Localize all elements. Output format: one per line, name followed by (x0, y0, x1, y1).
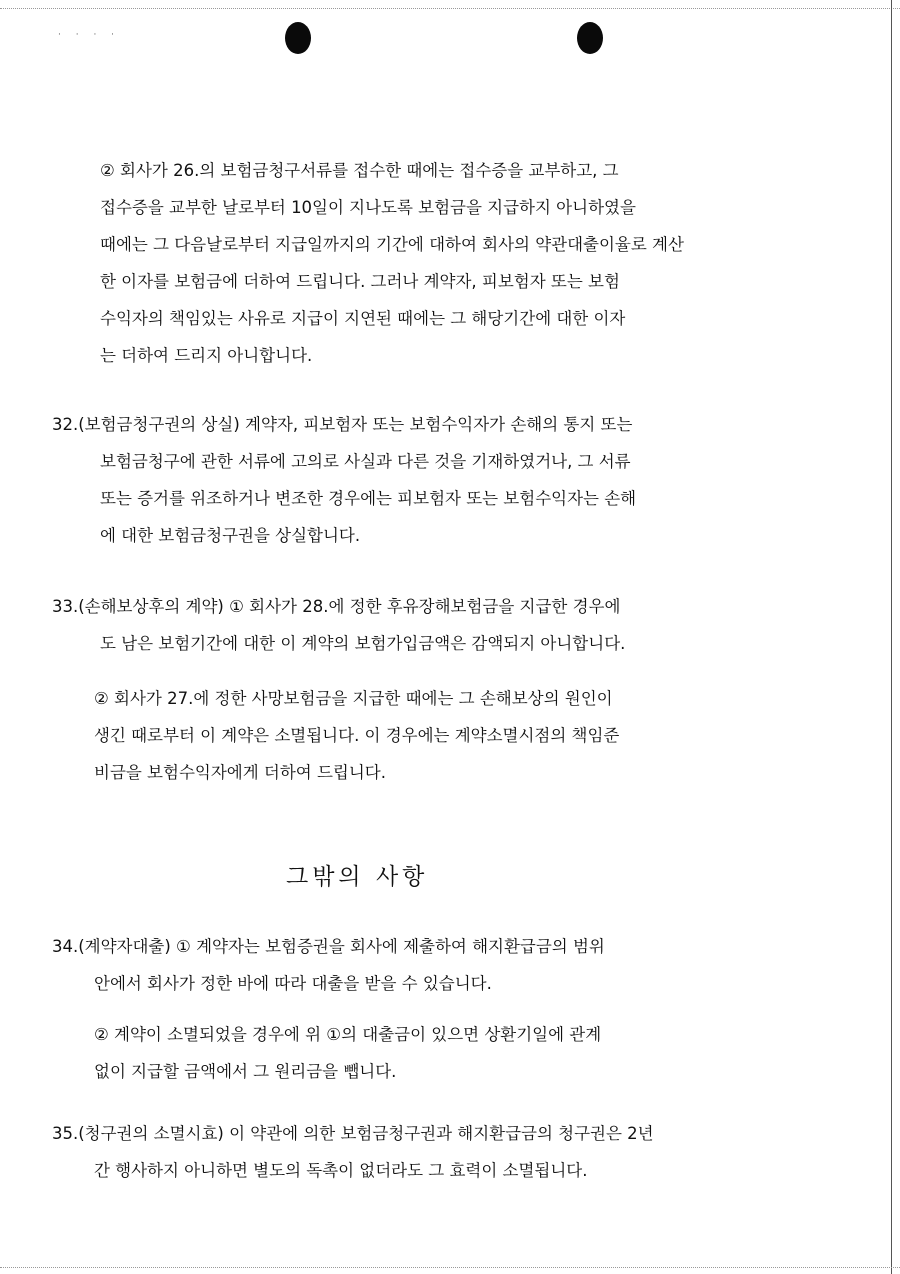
text-line: 접수증을 교부한 날로부터 10일이 지나도록 보험금을 지급하지 아니하였을 (100, 198, 636, 217)
text-line: 간 행사하지 아니하면 별도의 독촉이 없더라도 그 효력이 소멸됩니다. (94, 1161, 588, 1180)
text-line: 없이 지급할 금액에서 그 원리금을 뺍니다. (94, 1062, 397, 1081)
text-line: 비금을 보험수익자에게 더하여 드립니다. (94, 763, 386, 782)
text-line: 34.(계약자대출) ① 계약자는 보험증권을 회사에 제출하여 해지환급금의 범위 (52, 937, 605, 956)
text-line: 한 이자를 보험금에 더하여 드립니다. 그러나 계약자, 피보험자 또는 보험 (100, 272, 620, 291)
scan-edge-bottom (0, 1267, 900, 1268)
scan-specks: · · · · (58, 30, 121, 40)
paragraph-late-payment-interest (100, 152, 684, 374)
text-line: 수익자의 책임있는 사유로 지급이 지연된 때에는 그 해당기간에 대한 이자 (100, 309, 626, 328)
section-heading: 그밖의 사항 (286, 864, 429, 890)
text-line: 보험금청구에 관한 서류에 고의로 사실과 다른 것을 기재하였거나, 그 서류 (100, 452, 631, 471)
text-line: 때에는 그 다음날로부터 지급일까지의 기간에 대하여 회사의 약관대출이율로 계산 (100, 235, 684, 254)
text-line: 32.(보험금청구권의 상실) 계약자, 피보험자 또는 보험수익자가 손해의 통지 또는 (52, 415, 633, 434)
text-line: 안에서 회사가 정한 바에 따라 대출을 받을 수 있습니다. (94, 974, 492, 993)
text-line: ② 회사가 27.에 정한 사망보험금을 지급한 때에는 그 손해보상의 원인이 (94, 689, 613, 708)
text-line: 에 대한 보험금청구권을 상실합니다. (100, 526, 361, 545)
punch-hole-right (577, 22, 603, 54)
scan-edge-top (0, 8, 900, 9)
scan-edge-right (891, 0, 892, 1274)
text-line: 또는 증거를 위조하거나 변조한 경우에는 피보험자 또는 보험수익자는 손해 (100, 489, 637, 508)
text-line: 도 남은 보험기간에 대한 이 계약의 보험가입금액은 감액되지 아니합니다. (100, 634, 626, 653)
punch-hole-left (285, 22, 311, 54)
article-32-claim-forfeiture (52, 406, 636, 554)
text-line: ② 회사가 26.의 보험금청구서류를 접수한 때에는 접수증을 교부하고, 그 (100, 161, 619, 180)
article-33-clause-2 (94, 680, 619, 791)
article-34-clause-2 (94, 1016, 601, 1090)
text-line: 생긴 때로부터 이 계약은 소멸됩니다. 이 경우에는 계약소멸시점의 책임준 (94, 726, 620, 745)
article-33-contract-after-compensation (52, 588, 625, 662)
text-line: 33.(손해보상후의 계약) ① 회사가 28.에 정한 후유장해보험금을 지급한 경우에 (52, 597, 621, 616)
text-line: ② 계약이 소멸되었을 경우에 위 ①의 대출금이 있으면 상환기일에 관계 (94, 1025, 602, 1044)
article-35-statute-of-limitations (52, 1115, 654, 1189)
text-line: 는 더하여 드리지 아니합니다. (100, 346, 313, 365)
text-line: 35.(청구권의 소멸시효) 이 약관에 의한 보험금청구권과 해지환급금의 청구권은 2년 (52, 1124, 654, 1143)
article-34-policy-loan (52, 928, 605, 1002)
